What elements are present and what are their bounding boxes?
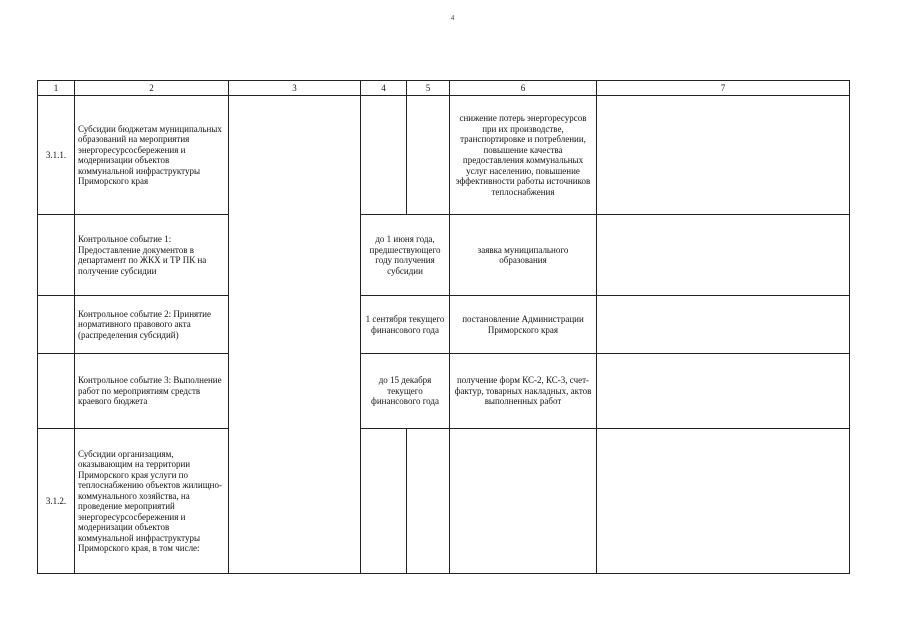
program-table (37, 80, 850, 574)
measure-name: Субсидии бюджетам муниципальных образований на мероприятия энергоресурсосбережения и модернизации объектов коммунальной инфраструктуры Приморского края (75, 96, 229, 215)
notes-cell (597, 296, 850, 354)
page-marker: 4 (450, 14, 455, 22)
header-cell-3: 3 (229, 81, 361, 96)
measure-name: Контрольное событие 1: Предоставление документов в департамент по ЖКХ и ТР ПК на получение субсидии (75, 215, 229, 296)
table-row (38, 296, 850, 354)
row-number: 3.1.1. (38, 96, 75, 215)
header-cell-7: 7 (597, 81, 850, 96)
expected-result: заявка муниципального образования (450, 215, 597, 296)
table-row (38, 215, 850, 296)
deadline: 1 сентября текущего финансового года (361, 296, 450, 354)
row-number (38, 354, 75, 429)
table-row (38, 429, 850, 574)
header-cell-2: 2 (75, 81, 229, 96)
notes-cell (597, 354, 850, 429)
measure-name: Контрольное событие 2: Принятие нормативного правового акта (распределения субсидий) (75, 296, 229, 354)
header-cell-1: 1 (38, 81, 75, 96)
end-date-cell (407, 96, 450, 215)
row-number: 3.1.2. (38, 429, 75, 574)
header-cell-4: 4 (361, 81, 407, 96)
row-number (38, 215, 75, 296)
header-cell-6: 6 (450, 81, 597, 96)
table-row (38, 354, 850, 429)
deadline: до 15 декабря текущего финансового года (361, 354, 450, 429)
end-date-cell (407, 429, 450, 574)
header-cell-5: 5 (407, 81, 450, 96)
notes-cell (597, 215, 850, 296)
deadline: до 1 июня года, предшествующего году получения субсидии (361, 215, 450, 296)
expected-result: снижение потерь энергоресурсов при их производстве, транспортировке и потреблении, повышение качества предоставления коммунальных услуг населению, повышение эффективности работы источников теплоснабжения (450, 96, 597, 215)
start-date-cell (361, 96, 407, 215)
start-date-cell (361, 429, 407, 574)
row-number (38, 296, 75, 354)
notes-cell (597, 96, 850, 215)
responsible-executor-cell (229, 96, 361, 574)
expected-result: получение форм КС-2, КС-3, счет-фактур, товарных накладных, актов выполненных работ (450, 354, 597, 429)
table-row (38, 96, 850, 215)
measure-name: Субсидии организациям, оказывающим на территории Приморского края услуги по теплоснабжению объектов жилищно-коммунального хозяйства, на проведение мероприятий энергоресурсосбережения и модернизации объектов коммунальной инфраструктуры Приморского края, в том числе: (75, 429, 229, 574)
expected-result: постановление Администрации Приморского края (450, 296, 597, 354)
expected-result (450, 429, 597, 574)
notes-cell (597, 429, 850, 574)
header-row (38, 81, 850, 96)
measure-name: Контрольное событие 3: Выполнение работ по мероприятиям средств краевого бюджета (75, 354, 229, 429)
